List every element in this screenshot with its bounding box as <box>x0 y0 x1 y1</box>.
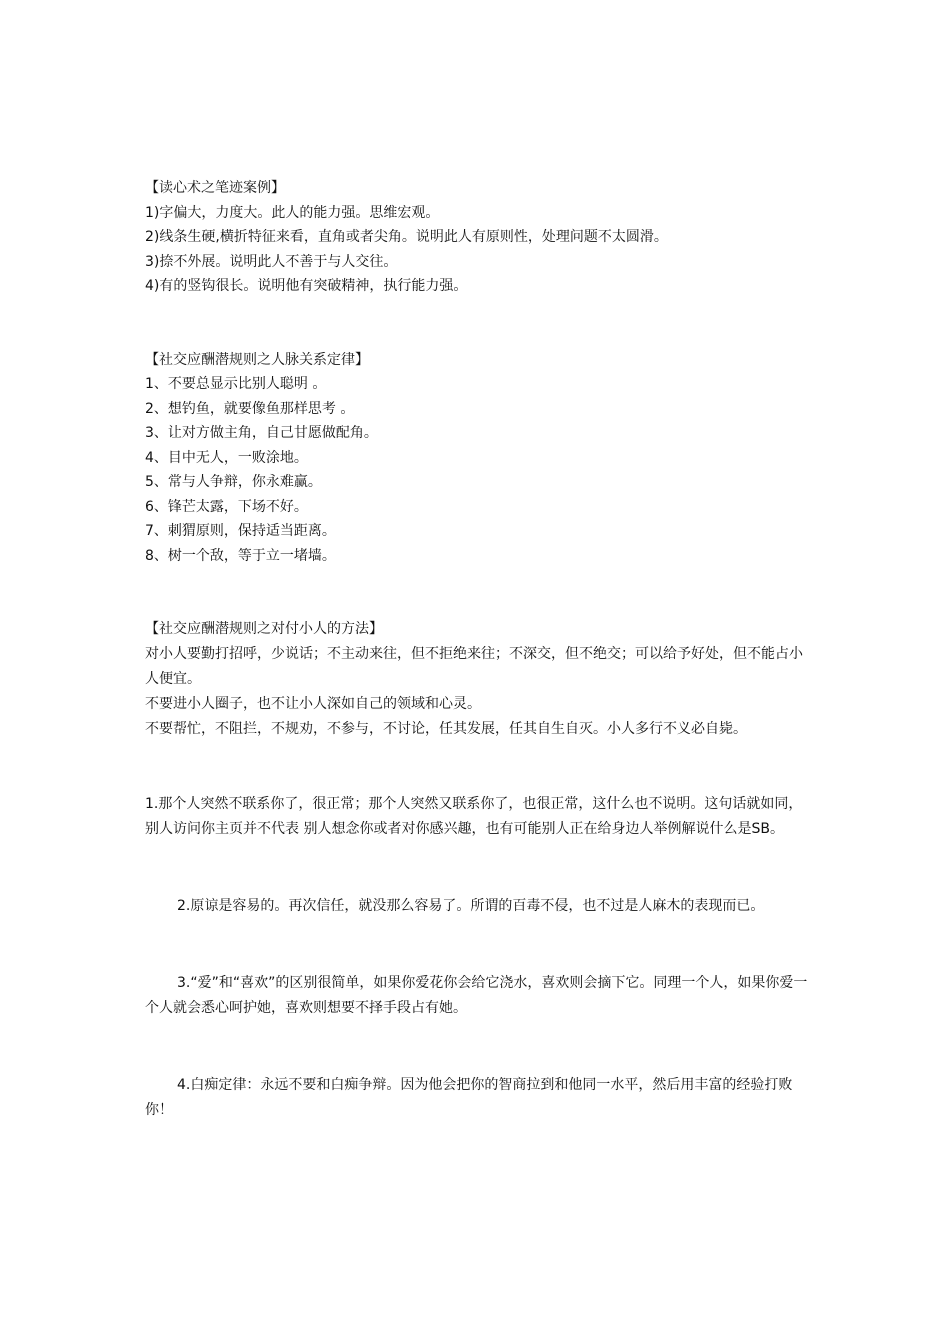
list-item: 1、不要总显示比别人聪明 。 <box>145 376 327 392</box>
section-title: 【社交应酬潜规则之人脉关系定律】 <box>145 351 369 368</box>
paragraph: 不要帮忙，不阻拦，不规劝，不参与，不讨论，任其发展，任其自生自灭。小人多行不义必自毙。 <box>145 720 747 737</box>
document-body <box>145 176 810 1123</box>
list-item: 2、想钓鱼，就要像鱼那样思考 。 <box>145 400 355 417</box>
list-item: 1)字偏大，力度大。此人的能力强。思维宏观。 <box>145 204 440 221</box>
quote-2: 2.原谅是容易的。再次信任，就没那么容易了。所谓的百毒不侵，也不过是人麻木的表现而已。 <box>177 897 765 914</box>
section-petty-people <box>145 617 810 742</box>
list-item: 6、锋芒太露，下场不好。 <box>145 498 308 515</box>
section-title: 【读心术之笔迹案例】 <box>145 180 285 196</box>
list-item: 5、常与人争辩，你永难赢。 <box>145 474 322 490</box>
paragraph: 对小人要勤打招呼，少说话；不主动来往，但不拒绝来往；不深交，但不绝交；可以给予好处，但不能占小人便宜。 <box>145 645 803 687</box>
section-network-rules <box>145 348 810 569</box>
quote-1: 1.那个人突然不联系你了，很正常；那个人突然又联系你了，也很正常，这什么也不说明。这句话就如同，别人访问你主页并不代表 别人想念你或者对你感兴趣，也有可能别人正在给身边人举例解说什么是SB。 <box>145 795 803 837</box>
paragraph: 不要进小人圈子，也不让小人深如自己的领域和心灵。 <box>145 695 481 712</box>
list-item: 4)有的竖钩很长。说明他有突破精神，执行能力强。 <box>145 278 468 294</box>
list-item: 3)捺不外展。说明此人不善于与人交往。 <box>145 253 398 270</box>
list-item: 2)线条生硬,横折特征来看，直角或者尖角。说明此人有原则性，处理问题不太圆滑。 <box>145 229 668 245</box>
quote-3: 3.“爱”和“喜欢”的区别很简单，如果你爱花你会给它浇水，喜欢则会摘下它。同理一个人，如果你爱一个人就会悉心呵护她，喜欢则想要不择手段占有她。 <box>145 974 808 1016</box>
list-item: 7、刺猬原则，保持适当距离。 <box>145 523 336 539</box>
list-item: 8、树一个敌，等于立一堵墙。 <box>145 547 336 564</box>
quote-4: 4.白痴定律：永远不要和白痴争辩。因为他会把你的智商拉到和他同一水平，然后用丰富的经验打败你！ <box>145 1076 793 1118</box>
list-item: 4、目中无人，一败涂地。 <box>145 449 308 466</box>
section-title: 【社交应酬潜规则之对付小人的方法】 <box>145 621 383 637</box>
section-handwriting <box>145 176 810 299</box>
list-item: 3、让对方做主角，自己甘愿做配角。 <box>145 425 378 441</box>
